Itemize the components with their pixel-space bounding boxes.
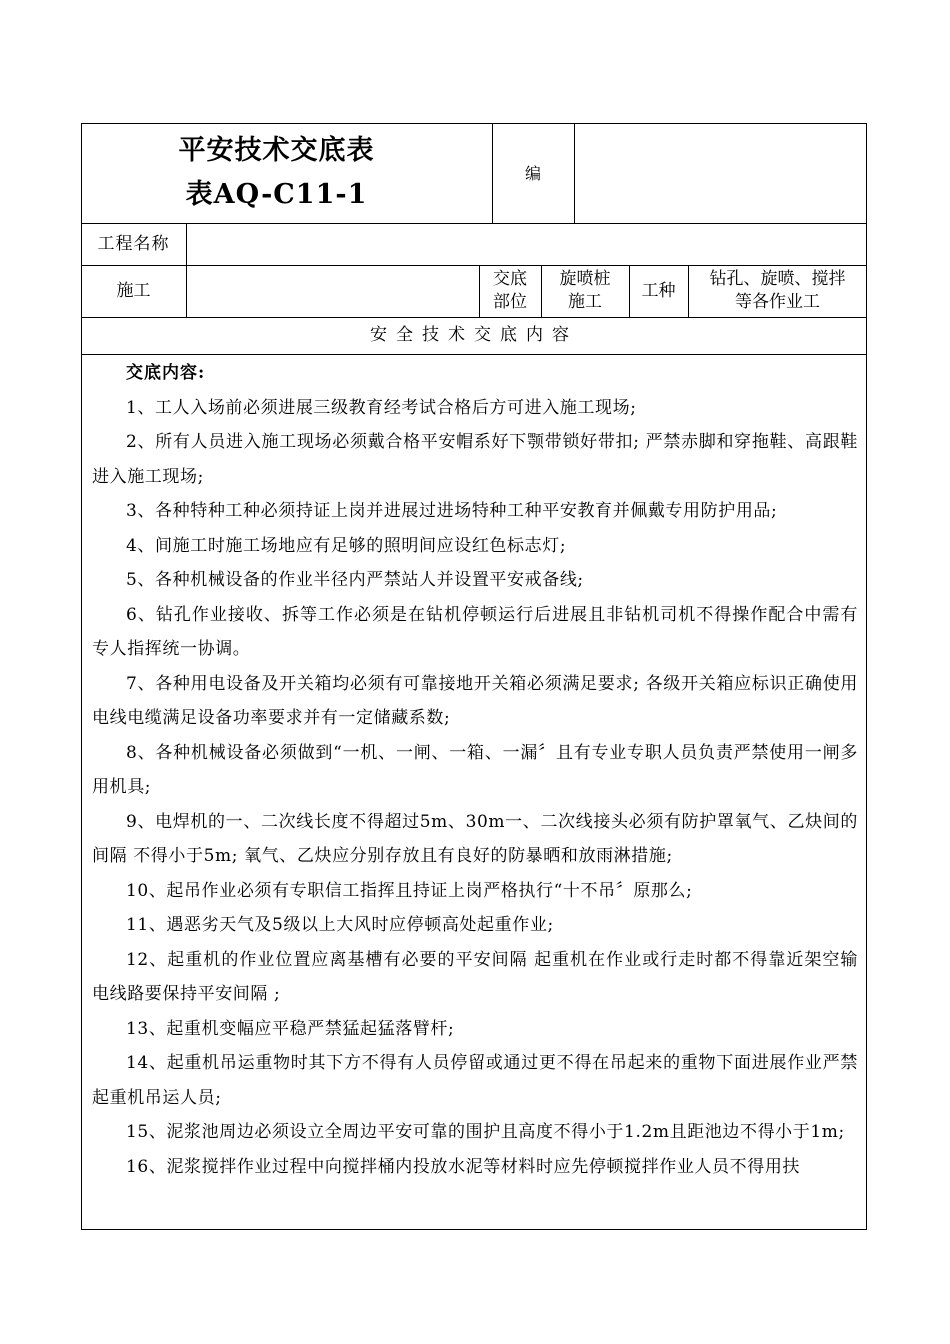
list-item: 2、所有人员进入施工现场必须戴合格平安帽系好下颚带锁好带扣; 严禁赤脚和穿拖鞋、高跟鞋进入施工现场; — [92, 432, 858, 487]
bian-value — [574, 123, 867, 223]
list-item: 12、起重机的作业位置应离基槽有必要的平安间隔 起重机在作业或行走时都不得靠近架空输电线路要保持平安间隔 ; — [92, 949, 858, 1004]
list-item: 15、泥浆池周边必须设立全周边平安可靠的围护且高度不得小于1.2m且距池边不得小于1m; — [126, 1122, 845, 1142]
construction-label: 施工 — [116, 280, 151, 301]
construction-value — [186, 265, 479, 317]
list-item: 9、电焊机的一、二次线长度不得超过5m、30m一、二次线接头必须有防护罩氧气、乙炔间的间隔 不得小于5m; 氧气、乙炔应分别存放且有良好的防暴晒和放雨淋措施; — [92, 811, 858, 866]
content-heading: 交底内容: — [126, 363, 206, 383]
work-type-value: 钻孔、旋喷、搅拌 等各作业工 — [709, 269, 846, 312]
briefing-position-label: 交底 部位 — [493, 269, 527, 312]
list-item: 6、钻孔作业接收、拆等工作必须是在钻机停顿运行后进展且非钻机司机不得操作配合中需有专人指挥统一协调。 — [92, 604, 858, 659]
section-banner: 安全技术交底内容 — [370, 325, 578, 345]
briefing-position-value: 旋喷桩 施工 — [559, 269, 611, 312]
form-header — [81, 123, 492, 223]
list-item: 4、间施工时施工场地应有足够的照明间应设红色标志灯; — [126, 535, 567, 556]
list-item: 14、起重机吊运重物时其下方不得有人员停留或通过更不得在吊起来的重物下面进展作业严禁起重机吊运人员; — [92, 1053, 858, 1108]
row-divider — [81, 354, 867, 355]
list-item: 10、起吊作业必须有专职信工指挥且持证上岗严格执行“十不吊〞原那么; — [126, 880, 693, 901]
list-item: 1、工人入场前必须进展三级教育经考试合格后方可进入施工现场; — [126, 397, 637, 418]
list-item: 5、各种机械设备的作业半径内严禁站人并设置平安戒备线; — [126, 570, 584, 590]
list-item: 8、各种机械设备必须做到“一机、一闸、一箱、一漏〞且有专业专职人员负责严禁使用一闸多用机具; — [92, 742, 858, 797]
bian-label: 编 — [524, 163, 541, 183]
work-type-label: 工种 — [641, 280, 676, 301]
list-item: 11、遇恶劣天气及5级以上大风时应停顿高处起重作业; — [126, 915, 554, 935]
list-item: 13、起重机变幅应平稳严禁猛起猛落臂杆; — [126, 1018, 455, 1039]
form-code: 表AQ-C11-1 — [185, 179, 368, 210]
list-item: 3、各种特种工种必须持证上岗并进展过进场特种工种平安教育并佩戴专用防护用品; — [126, 501, 778, 521]
list-item: 16、泥浆搅拌作业过程中向搅拌桶内投放水泥等材料时应先停顿搅拌作业人员不得用扶 — [126, 1156, 801, 1177]
list-item: 7、各种用电设备及开关箱均必须有可靠接地开关箱必须满足要求; 各级开关箱应标识正确使用电线电缆满足设备功率要求并有一定储藏系数; — [92, 673, 858, 728]
project-name-label: 工程名称 — [97, 233, 170, 254]
form-title: 平安技术交底表 — [178, 135, 375, 166]
project-name-value — [186, 223, 867, 265]
briefing-content — [92, 356, 858, 1228]
